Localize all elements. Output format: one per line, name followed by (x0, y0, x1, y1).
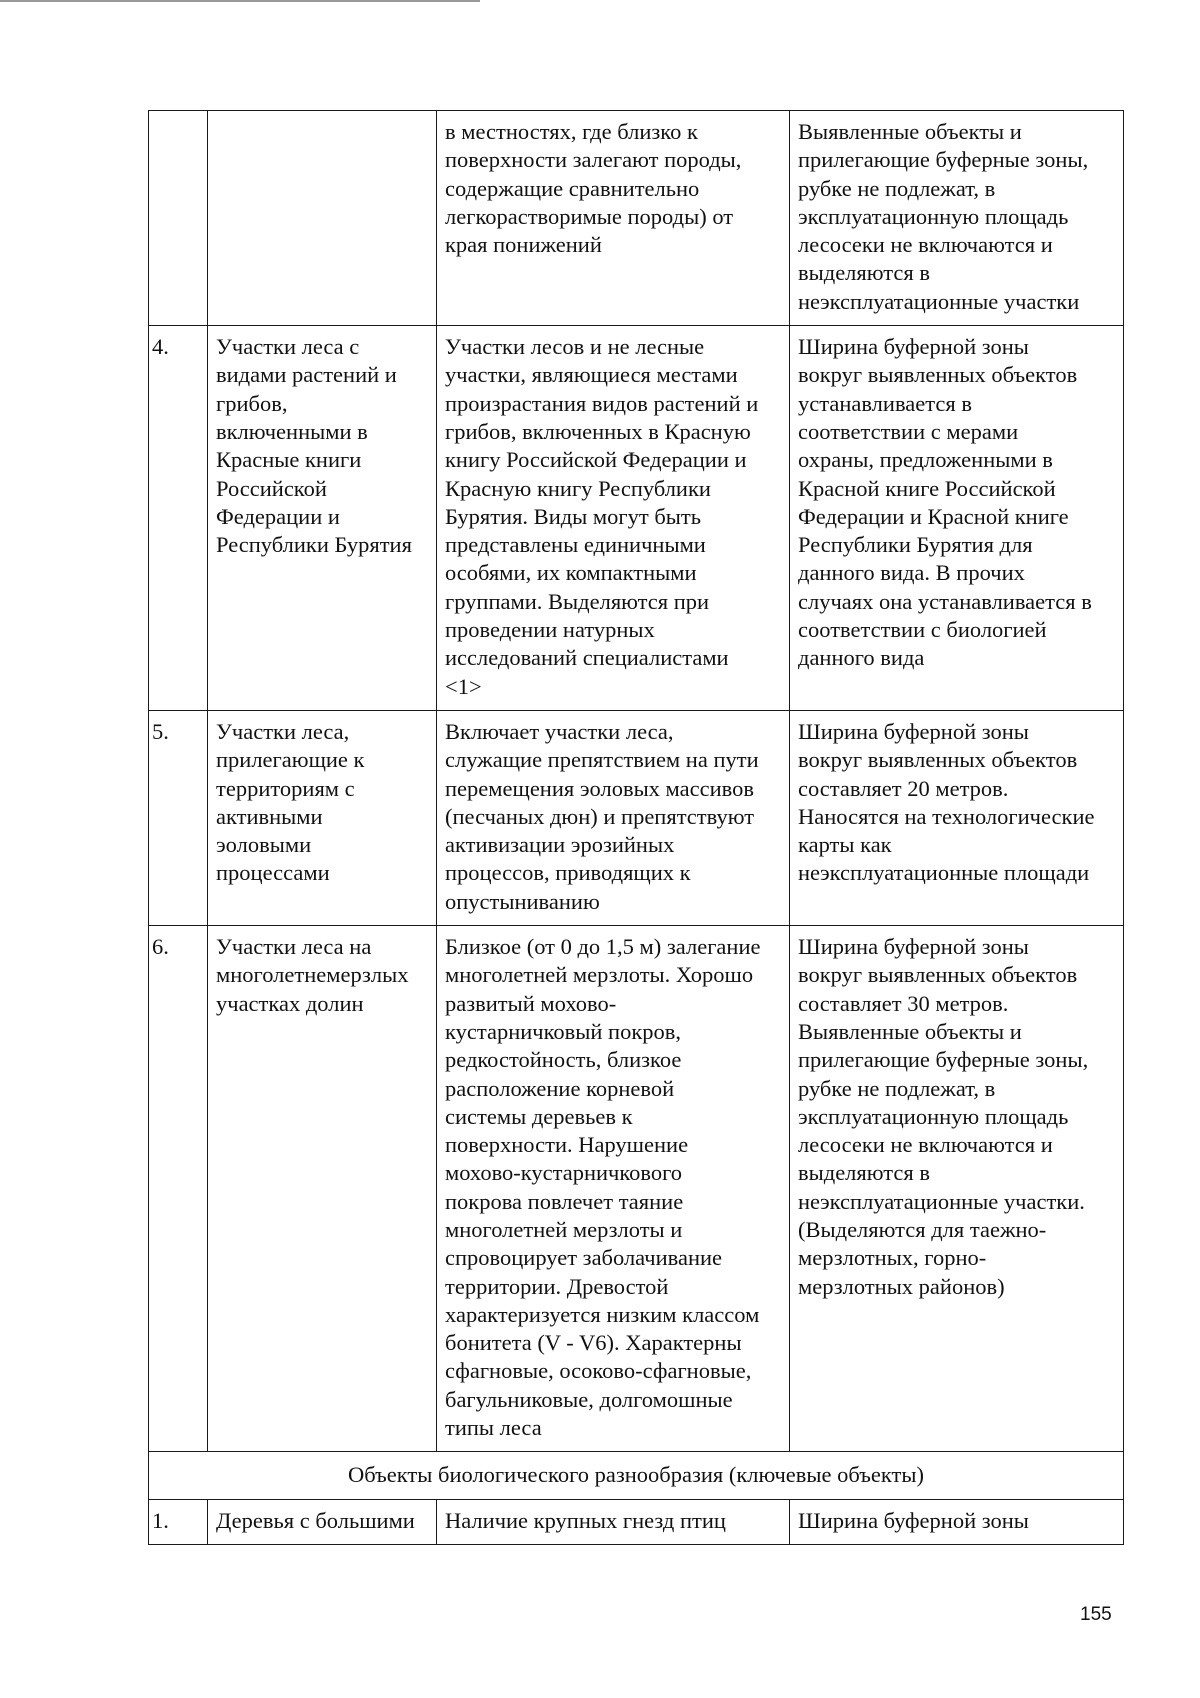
object-name: Участки леса, прилегающие к территориям с активными эоловыми процессами (208, 710, 437, 925)
buffer-zone-rule: Ширина буферной зоны вокруг выявленных объектов устанавливается в соответствии с мерами охраны, предложенными в Красной книге Российской Федерации и Красной книге Республики Бурятия для данного вида. В прочих случаях она устанавливается в соответствии с биологией данного вида (790, 326, 1124, 711)
object-description: в местностях, где близко к поверхности залегают породы, содержащие сравнительно легкорастворимые породы) от края понижений (437, 111, 790, 326)
table-row (149, 326, 1124, 711)
forest-objects-table (148, 110, 1124, 1545)
row-number: 4. (149, 326, 208, 711)
row-number: 1. (149, 1499, 208, 1544)
table-row (149, 710, 1124, 925)
buffer-zone-rule: Ширина буферной зоны (790, 1499, 1124, 1544)
object-description: Участки лесов и не лесные участки, являющиеся местами произрастания видов растений и грибов, включенных в Красную книгу Российской Федерации и Красную книгу Республики Бурятия. Виды могут быть представлены единичными особями, их компактными группами. Выделяются при проведении натурных исследований специалистами <1> (437, 326, 790, 711)
page-number: 155 (1080, 1604, 1112, 1625)
row-number: 5. (149, 710, 208, 925)
buffer-zone-rule: Выявленные объекты и прилегающие буферные зоны, рубке не подлежат, в эксплуатационную площадь лесосеки не включаются и выделяются в неэксплуатационные участки (790, 111, 1124, 326)
object-name: Деревья с большими (208, 1499, 437, 1544)
table-row (149, 1499, 1124, 1544)
section-header-row (149, 1452, 1124, 1499)
object-name (208, 111, 437, 326)
row-number: 6. (149, 926, 208, 1452)
object-description: Включает участки леса, служащие препятствием на пути перемещения эоловых массивов (песчаных дюн) и препятствуют активизации эрозийных процессов, приводящих к опустыниванию (437, 710, 790, 925)
section-title: Объекты биологического разнообразия (ключевые объекты) (149, 1452, 1124, 1499)
buffer-zone-rule: Ширина буферной зоны вокруг выявленных объектов составляет 30 метров. Выявленные объекты и прилегающие буферные зоны, рубке не подлежат, в эксплуатационную площадь лесосеки не включаются и выделяются в неэксплуатационные участки. (Выделяются для таежно- мерзлотных, горно- мерзлотных районов) (790, 926, 1124, 1452)
object-description: Наличие крупных гнезд птиц (437, 1499, 790, 1544)
object-name: Участки леса с видами растений и грибов, включенными в Красные книги Российской Федерации и Республики Бурятия (208, 326, 437, 711)
object-description: Близкое (от 0 до 1,5 м) залегание многолетней мерзлоты. Хорошо развитый мохово- кустарничковый покров, редкостойность, близкое расположение корневой системы деревьев к поверхности. Нарушение мохово-кустарничкового покрова повлечет таяние многолетней мерзлоты и спровоцирует заболачивание территории. Древостой характеризуется низким классом бонитета (V - V6). Характерны сфагновые, осоково-сфагновые, багульниковые, долгомошные типы леса (437, 926, 790, 1452)
table-row (149, 111, 1124, 326)
object-name: Участки леса на многолетнемерзлых участках долин (208, 926, 437, 1452)
table-row (149, 926, 1124, 1452)
row-number (149, 111, 208, 326)
buffer-zone-rule: Ширина буферной зоны вокруг выявленных объектов составляет 20 метров. Наносятся на технологические карты как неэксплуатационные площади (790, 710, 1124, 925)
scan-top-rule (0, 0, 480, 2)
